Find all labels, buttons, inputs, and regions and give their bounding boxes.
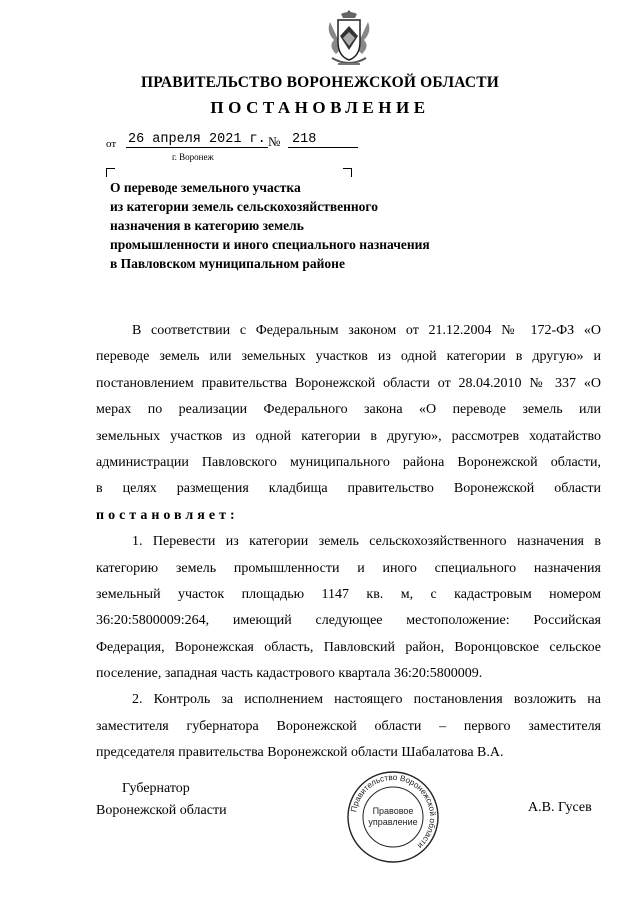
body-line: категорию земель промышленности и иного специального назначения (96, 560, 601, 576)
decree-keyword: постановляет: (96, 507, 239, 523)
document-body (96, 318, 601, 767)
signatory-title: Губернатор (122, 781, 190, 796)
subject-line: из категории земель сельскохозяйственного (110, 199, 378, 214)
body-line: заместителя губернатора Воронежской области – первого заместителя (96, 718, 601, 734)
body-line: поселение, западная часть кадастрового квартала 36:20:5800009. (96, 666, 483, 682)
subject-block (110, 178, 530, 273)
government-title: ПРАВИТЕЛЬСТВО ВОРОНЕЖСКОЙ ОБЛАСТИ (140, 74, 500, 91)
number-sign: № (268, 134, 281, 149)
subject-corner-right (343, 168, 352, 177)
subject-corner-left (106, 168, 115, 177)
document-type-title: ПОСТАНОВЛЕНИЕ (210, 98, 430, 117)
subject-line: О переводе земельного участка (110, 180, 301, 195)
subject-line: в Павловском муниципальном районе (110, 256, 345, 271)
signatory-region: Воронежской области (96, 803, 227, 818)
coat-of-arms-emblem (326, 8, 372, 70)
body-line: В соответствии с Федеральным законом от 21.12.2004 № 172-ФЗ «О (132, 323, 601, 338)
stamp-center-line1: Правовое (372, 806, 414, 816)
date-prefix: от (106, 138, 117, 150)
body-line: 2. Контроль за исполнением настоящего постановления возложить на (132, 692, 601, 708)
number-underline (288, 147, 358, 148)
city-label: г. Воронеж (172, 152, 214, 162)
signatory-position (96, 778, 227, 822)
signatory-name: А.В. Гусев (528, 800, 592, 815)
stamp-ring-text: Правительство Воронежской области (349, 772, 438, 851)
subject-line: назначения в категорию земель (110, 218, 304, 233)
body-line: администрации Павловского муниципального района Воронежской области, (96, 454, 601, 470)
body-line: мерах по реализации Федерального закона «О переводе земель или (96, 402, 601, 418)
body-line: постановлением правительства Воронежской области от 28.04.2010 № 337 «О (96, 375, 601, 391)
body-line: земельный участок площадью 1147 кв. м, с кадастровым номером (96, 586, 601, 602)
date-underline (126, 147, 268, 148)
body-line: Федерация, Воронежская область, Павловский район, Воронцовское сельское (96, 639, 601, 655)
official-stamp (346, 770, 440, 864)
document-number: 218 (292, 132, 317, 147)
document-date: 26 апреля 2021 г. (128, 132, 266, 147)
date-number-line (106, 130, 366, 150)
body-line: председателя правительства Воронежской области Шабалатова В.А. (96, 745, 504, 761)
body-line: 36:20:5800009:264, имеющий следующее местоположение: Российская (96, 613, 601, 629)
body-line: в целях размещения кладбища правительство Воронежской области (96, 481, 601, 497)
subject-line: промышленности и иного специального назначения (110, 237, 430, 252)
body-line: 1. Перевести из категории земель сельскохозяйственного назначения в (132, 534, 601, 550)
body-line: переводе земель или земельных участков из одной категории в другую» и (96, 349, 601, 365)
stamp-center-line2: управление (368, 817, 418, 827)
body-line: земельных участков из одной категории в другую», рассмотрев ходатайство (96, 428, 601, 444)
